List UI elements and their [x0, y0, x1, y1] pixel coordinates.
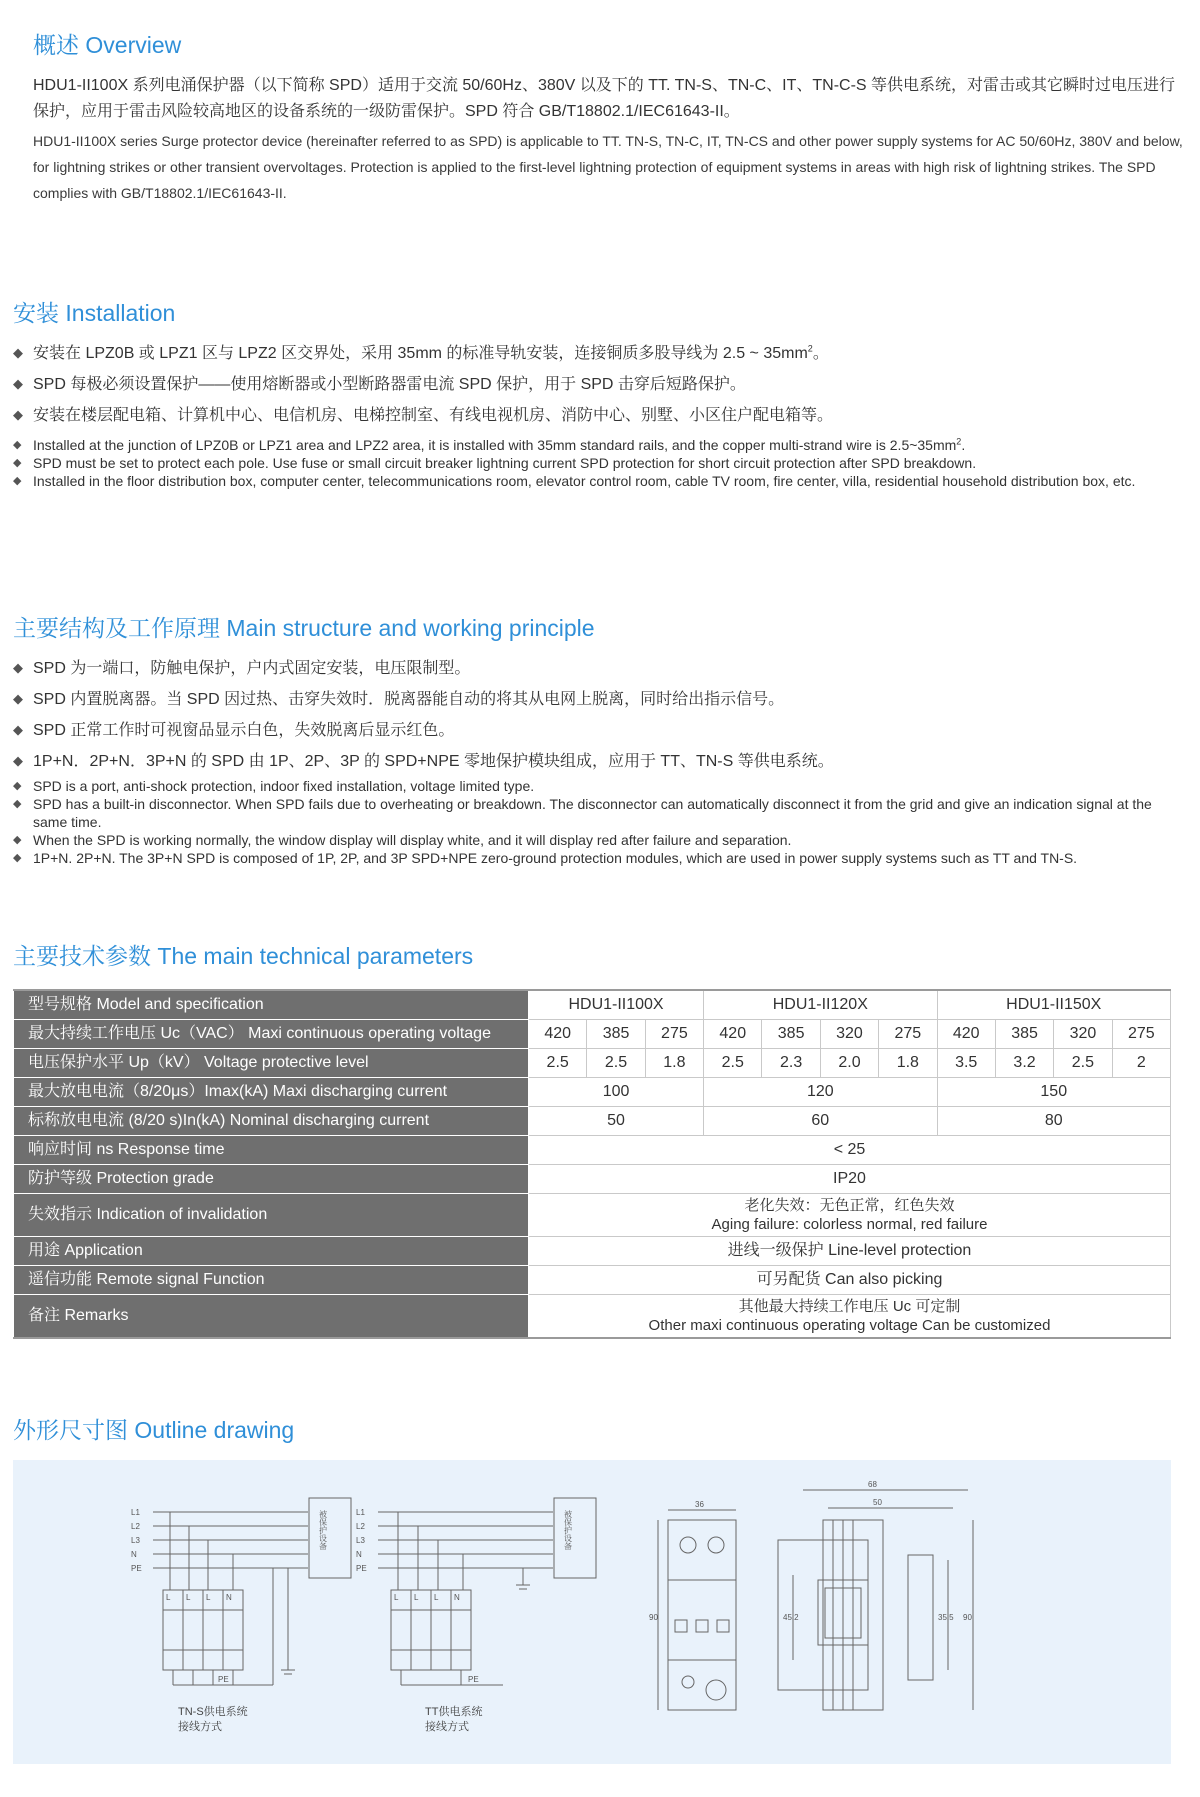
- module-mark: N: [454, 1593, 460, 1602]
- line-label: PE: [131, 1564, 142, 1573]
- equipment-label: 被保护设备: [563, 1510, 573, 1550]
- list-item: ◆ SPD 内置脱离器。当 SPD 因过热、击穿失效时．脱离器能自动的将其从电网上脱离，同时给出指示信号。: [13, 684, 1183, 715]
- table-cell: 420: [937, 1020, 995, 1049]
- table-row: [14, 1266, 1171, 1295]
- row-label: 标称放电电流 (8/20 s)In(kA) Nominal discharging current: [14, 1107, 529, 1136]
- cell-line-en: Aging failure: colorless normal, red failure: [711, 1216, 988, 1233]
- list-item: ◆ 安装在 LPZ0B 或 LPZ1 区与 LPZ2 区交界处，采用 35mm 的标准导轨安装，连接铜质多股导线为 2.5 ~ $35mm^2$。: [13, 338, 1183, 369]
- dimension-label: 36: [695, 1500, 704, 1509]
- dimension-label: 50: [873, 1498, 882, 1507]
- list-item: ◆ SPD must be set to protect each pole. Use fuse or small circuit breaker lightning current SPD protection for short circuit protection after SPD breakdown.: [13, 454, 1183, 472]
- table-cell: 2.5: [587, 1049, 645, 1078]
- table-cell: 50: [529, 1107, 704, 1136]
- table-cell: < 25: [529, 1136, 1171, 1165]
- list-item: ◆ 1P+N. 2P+N. The 3P+N SPD is composed of 1P, 2P, and 3P SPD+NPE zero-ground protection modules, which are used in power supply systems such as TT and TN-S.: [13, 849, 1183, 867]
- table-cell: [529, 1194, 1171, 1237]
- tns-caption: TN-S供电系统: [178, 1706, 248, 1718]
- line-label: N: [131, 1550, 137, 1559]
- line-label: L3: [131, 1536, 140, 1545]
- list-item: ◆ SPD 每极必须设置保护——使用熔断器或小型断路器雷电流 SPD 保护，用于 SPD 击穿后短路保护。: [13, 369, 1183, 400]
- table-cell: HDU1-II100X: [529, 990, 704, 1020]
- row-label: 用途 Application: [14, 1237, 529, 1266]
- table-cell: 100: [529, 1078, 704, 1107]
- line-label: L3: [356, 1536, 365, 1545]
- table-cell: 2.3: [762, 1049, 820, 1078]
- table-cell: 3.2: [995, 1049, 1053, 1078]
- installation-cn-list: [13, 338, 1183, 431]
- table-cell: 80: [937, 1107, 1170, 1136]
- module-mark: N: [226, 1593, 232, 1602]
- table-cell: 385: [762, 1020, 820, 1049]
- row-label: 最大持续工作电压 Uc（VAC） Maxi continuous operating voltage: [14, 1020, 529, 1049]
- tns-caption: 接线方式: [178, 1721, 222, 1733]
- table-cell: 60: [704, 1107, 937, 1136]
- module-mark: L: [206, 1593, 211, 1602]
- table-cell: 2.5: [529, 1049, 587, 1078]
- list-item: ◆ 安装在楼层配电箱、计算机中心、电信机房、电梯控制室、有线电视机房、消防中心、别墅、小区住户配电箱等。: [13, 400, 1183, 431]
- table-row: [14, 1295, 1171, 1339]
- table-cell: 385: [587, 1020, 645, 1049]
- dimension-label: 90: [649, 1613, 658, 1622]
- module-mark: L: [414, 1593, 419, 1602]
- line-label: N: [356, 1550, 362, 1559]
- list-item: ◆ Installed in the floor distribution box, computer center, telecommunications room, elevator control room, cable TV room, fire center, villa, residential household distribution box, etc.: [13, 472, 1183, 490]
- table-cell: 420: [529, 1020, 587, 1049]
- table-row: [14, 1049, 1171, 1078]
- overview-en-text: HDU1-II100X series Surge protector device (hereinafter referred to as SPD) is applicable to TT. TN-S, TN-C, IT, TN-CS and other power supply systems for AC 50/60Hz, 380V and below, for lightning strikes or other transient overvoltages. Protection is applied to the first-level lightning protection of equipment systems in areas with high risk of lightning strikes. The SPD complies with GB/T18802.1/IEC61643-II.: [33, 133, 1183, 201]
- tt-labels: [356, 1508, 573, 1733]
- list-item: ◆ SPD 正常工作时可视窗品显示白色，失效脱离后显示红色。: [13, 715, 1183, 746]
- overview-heading: 概述 Overview: [33, 32, 182, 58]
- row-label: 响应时间 ns Response time: [14, 1136, 529, 1165]
- module-mark: L: [166, 1593, 171, 1602]
- table-cell: 进线一级保护 Line-level protection: [529, 1237, 1171, 1266]
- table-row: [14, 1237, 1171, 1266]
- row-label: 遥信功能 Remote signal Function: [14, 1266, 529, 1295]
- table-cell: [529, 1295, 1171, 1339]
- line-label: L2: [131, 1522, 140, 1531]
- row-label: 失效指示 Indication of invalidation: [14, 1194, 529, 1237]
- table-cell: 2.5: [1054, 1049, 1112, 1078]
- table-cell: 1.8: [879, 1049, 937, 1078]
- table-cell: 275: [1112, 1020, 1170, 1049]
- front-view: [658, 1510, 736, 1710]
- row-label: 型号规格 Model and specification: [14, 990, 529, 1020]
- front-view-labels: [649, 1500, 704, 1622]
- row-label: 最大放电电流（8/20μs）Imax(kA) Maxi discharging current: [14, 1078, 529, 1107]
- table-cell: 320: [1054, 1020, 1112, 1049]
- line-label: L1: [131, 1508, 140, 1517]
- table-row: [14, 1078, 1171, 1107]
- table-cell: 2: [1112, 1049, 1170, 1078]
- params-heading: 主要技术参数 The main technical parameters: [13, 943, 474, 969]
- tns-labels: [131, 1508, 328, 1733]
- table-cell: 385: [995, 1020, 1053, 1049]
- table-cell: 2.0: [820, 1049, 878, 1078]
- list-item: ◆ SPD is a port, anti-shock protection, indoor fixed installation, voltage limited type.: [13, 777, 1183, 795]
- module-mark: L: [186, 1593, 191, 1602]
- table-cell: HDU1-II150X: [937, 990, 1170, 1020]
- table-cell: HDU1-II120X: [704, 990, 937, 1020]
- table-cell: 可另配货 Can also picking: [529, 1266, 1171, 1295]
- equipment-label: 被保护设备: [318, 1510, 328, 1550]
- table-cell: 275: [645, 1020, 703, 1049]
- list-item: ◆ Installed at the junction of LPZ0B or LPZ1 area and LPZ2 area, it is installed with 35mm standard rails, and the copper multi-strand wire is $2.5\sim 35mm^2$.: [13, 436, 1183, 454]
- installation-en-list: [13, 436, 1183, 490]
- dimension-label: 45.2: [783, 1613, 799, 1622]
- list-item: ◆ SPD 为一端口，防触电保护，户内式固定安装，电压限制型。: [13, 653, 1183, 684]
- overview-cn-text: HDU1-II100X 系列电涌保护器（以下简称 SPD）适用于交流 50/60Hz、380V 以及下的 TT. TN-S、TN-C、IT、TN-C-S 等供电系统，对雷击或其它瞬时过电压进行保护，应用于雷击风险较高地区的设备系统的一级防雷保护。SPD 符合 GB/T18802.1/IEC61643-II。: [33, 77, 1176, 120]
- cell-line-cn: 其他最大持续工作电压 Uc 可定制: [738, 1298, 961, 1315]
- module-mark: L: [394, 1593, 399, 1602]
- list-item: ◆ SPD has a built-in disconnector. When SPD fails due to overheating or breakdown. The disconnector can automatically disconnect it from the grid and give an indication signal at the same time.: [13, 795, 1183, 831]
- row-label: 防护等级 Protection grade: [14, 1165, 529, 1194]
- side-view-labels: [783, 1480, 972, 1622]
- table-row: [14, 990, 1171, 1020]
- structure-heading: 主要结构及工作原理 Main structure and working principle: [13, 615, 595, 641]
- outline-heading: 外形尺寸图 Outline drawing: [13, 1417, 295, 1443]
- table-cell: IP20: [529, 1165, 1171, 1194]
- cell-line-en: Other maxi continuous operating voltage Can be customized: [648, 1317, 1051, 1334]
- tt-caption: TT供电系统: [425, 1706, 483, 1718]
- dimension-label: 90: [963, 1613, 972, 1622]
- tt-caption: 接线方式: [425, 1721, 469, 1733]
- table-cell: 320: [820, 1020, 878, 1049]
- table-row: [14, 1165, 1171, 1194]
- table-row: [14, 1194, 1171, 1237]
- pe-label: PE: [218, 1675, 229, 1684]
- module-mark: L: [434, 1593, 439, 1602]
- outline-drawing-svg: [13, 1460, 1171, 1764]
- table-cell: 150: [937, 1078, 1170, 1107]
- row-label: 电压保护水平 Up（kV） Voltage protective level: [14, 1049, 529, 1078]
- table-cell: 3.5: [937, 1049, 995, 1078]
- installation-heading: 安装 Installation: [13, 300, 176, 326]
- structure-cn-list: [13, 653, 1183, 777]
- line-label: L1: [356, 1508, 365, 1517]
- dimension-label: 68: [868, 1480, 877, 1489]
- structure-en-list: [13, 777, 1183, 867]
- table-row: [14, 1107, 1171, 1136]
- cell-line-cn: 老化失效：无色正常，红色失效: [744, 1197, 955, 1214]
- list-item: ◆ When the SPD is working normally, the window display will display white, and it will display red after failure and separation.: [13, 831, 1183, 849]
- table-row: [14, 1020, 1171, 1049]
- table-cell: 275: [879, 1020, 937, 1049]
- side-view: [778, 1490, 973, 1710]
- pe-label: PE: [468, 1675, 479, 1684]
- list-item: ◆ 1P+N．2P+N．3P+N 的 SPD 由 1P、2P、3P 的 SPD+NPE 零地保护模块组成，应用于 TT、TN-S 等供电系统。: [13, 746, 1183, 777]
- dimension-label: 35.5: [938, 1613, 954, 1622]
- table-cell: 2.5: [704, 1049, 762, 1078]
- table-cell: 1.8: [645, 1049, 703, 1078]
- table-cell: 420: [704, 1020, 762, 1049]
- row-label: 备注 Remarks: [14, 1295, 529, 1339]
- outline-drawing: [13, 1460, 1171, 1764]
- line-label: L2: [356, 1522, 365, 1531]
- params-table: [13, 989, 1171, 1339]
- line-label: PE: [356, 1564, 367, 1573]
- table-cell: 120: [704, 1078, 937, 1107]
- table-row: [14, 1136, 1171, 1165]
